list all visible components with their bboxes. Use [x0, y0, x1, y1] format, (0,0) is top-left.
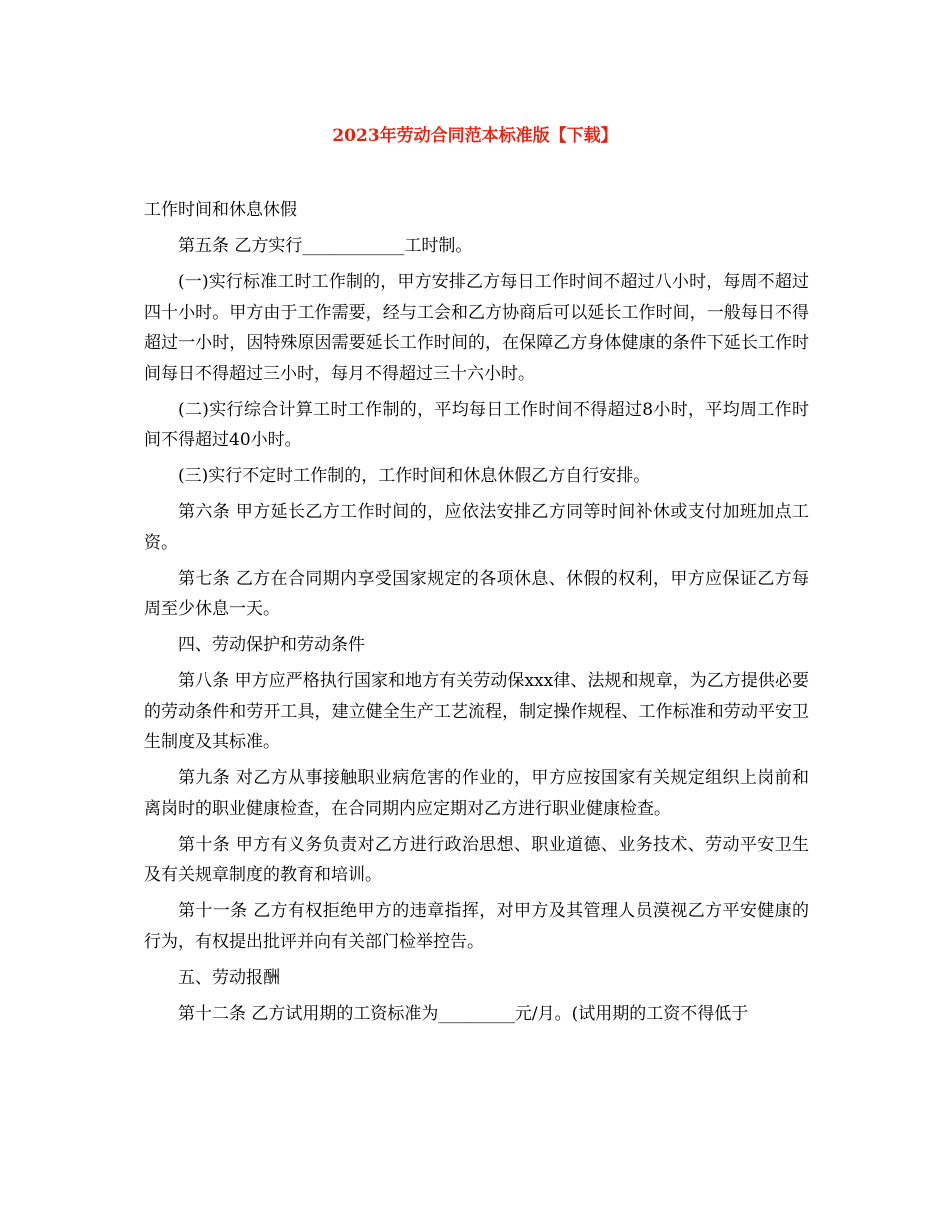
article-11: 第十一条 乙方有权拒绝甲方的违章指挥，对甲方及其管理人员漠视乙方平安健康的行为，有权提出批评并向有关部门检举控告。: [144, 901, 809, 952]
section-heading-4: 四、劳动保护和劳动条件: [178, 635, 365, 655]
section-heading-5: 五、劳动报酬: [178, 967, 280, 988]
article-10: 第十条 甲方有义务负责对乙方进行政治思想、职业道德、业务技术、劳动平安卫生及有关规章制度的教育和培训。: [144, 834, 809, 885]
article-5-item-1: (一)实行标准工时工作制的，甲方安排乙方每日工作时间不超过八小时，每周不超过四十小时。甲方由于工作需要，经与工会和乙方协商后可以延长工作时间，一般每日不得超过一小时，因特殊原因需要延长工作时间的，在保障乙方身体健康的条件下延长工作时间每日不得超过三小时，每月不得超过三十六小时。: [144, 272, 809, 384]
article-5-item-2: (二)实行综合计算工时工作制的，平均每日工作时间不得超过8小时，平均周工作时间不得超过40小时。: [144, 399, 809, 450]
document-body: [144, 195, 809, 1035]
section-heading: 工作时间和休息休假: [144, 200, 297, 220]
document-title: 2023年劳动合同范本标准版【下载】: [332, 126, 618, 146]
article-6: 第六条 甲方延长乙方工作时间的，应依法安排乙方同等时间补休或支付加班加点工资。: [144, 502, 809, 553]
article-12: 第十二条 乙方试用期的工资标准为_________元/月。(试用期的工资不得低于: [178, 1003, 749, 1024]
article-7: 第七条 乙方在合同期内享受国家规定的各项休息、休假的权利，甲方应保证乙方每周至少休息一天。: [144, 568, 809, 619]
article-9: 第九条 对乙方从事接触职业病危害的作业的，甲方应按国家有关规定组织上岗前和离岗时的职业健康检查，在合同期内应定期对乙方进行职业健康检查。: [144, 768, 809, 819]
article-5: 第五条 乙方实行____________工时制。: [178, 236, 473, 256]
article-8: 第八条 甲方应严格执行国家和地方有关劳动保xxx律、法规和规章，为乙方提供必要的劳动条件和劳开工具，建立健全生产工艺流程，制定操作规程、工作标准和劳动平安卫生制度及其标准。: [144, 671, 809, 752]
article-5-item-3: (三)实行不定时工作制的，工作时间和休息休假乙方自行安排。: [178, 466, 651, 486]
